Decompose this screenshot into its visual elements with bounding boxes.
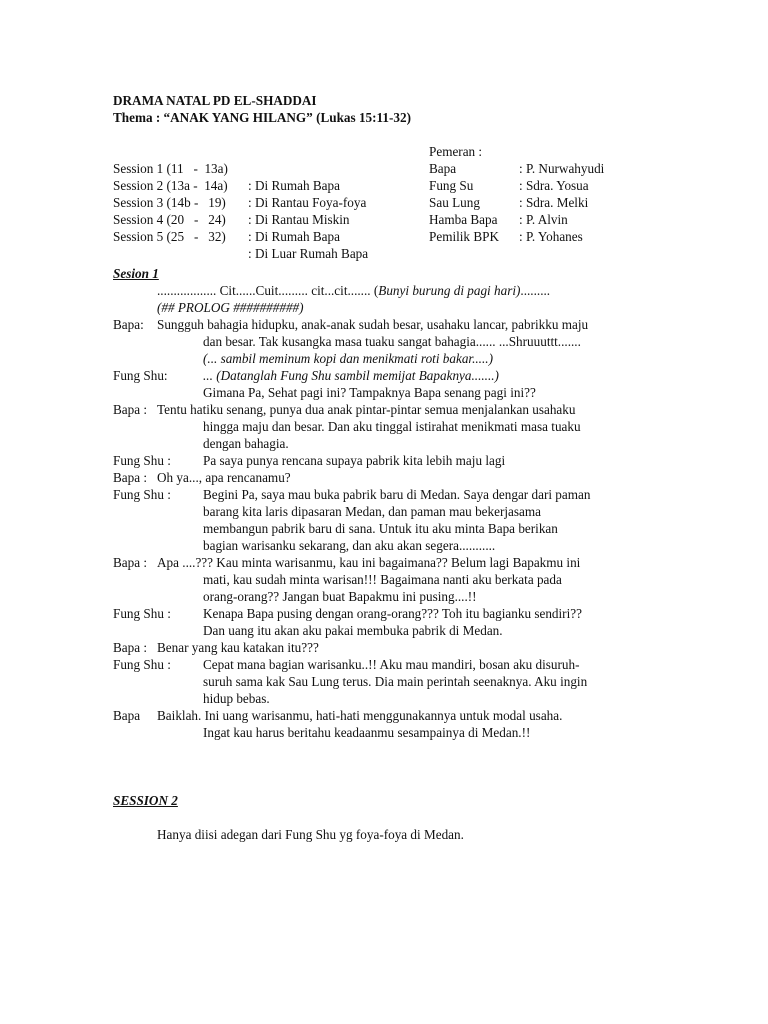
dialogue-text: Dan uang itu akan aku pakai membuka pabrik di Medan. [203, 623, 503, 638]
dialogue-line [113, 537, 673, 554]
dialogue-line [113, 520, 673, 537]
dialogue-line [113, 503, 673, 520]
dialogue-line [113, 333, 673, 350]
document-page [113, 92, 673, 843]
session1-intro [113, 282, 673, 299]
drama-theme: Thema : “ANAK YANG HILANG” (Lukas 15:11-32) [113, 110, 411, 125]
spacer [113, 809, 673, 826]
speaker-name: Fung Shu : [113, 487, 171, 502]
dialogue-line [113, 367, 673, 384]
spacer [113, 741, 673, 758]
cast-actor: : P. Nurwahyudi [519, 161, 605, 176]
session-name: Session 5 (25 - 32) [113, 229, 226, 244]
dialogue-text: hidup bebas. [203, 691, 270, 706]
dialogue-text: bagian warisanku sekarang, dan aku akan segera........... [203, 538, 496, 553]
spacer [113, 758, 673, 775]
dialogue-line [113, 571, 673, 588]
dialogue-line [113, 401, 673, 418]
session-location: : Di Rumah Bapa [248, 178, 340, 193]
cast-actor: : P. Alvin [519, 212, 568, 227]
dialogue-text: orang-orang?? Jangan buat Bapakmu ini pusing....!! [203, 589, 477, 604]
speaker-name: Fung Shu : [113, 606, 171, 621]
session-location: : Di Rantau Miskin [248, 212, 350, 227]
dialogue-text: barang kita laris dipasaran Medan, dan paman mau bekerjasama [203, 504, 541, 519]
dialogue-text: Cepat mana bagian warisanku..!! Aku mau mandiri, bosan aku disuruh- [203, 657, 580, 672]
session2-text: Hanya diisi adegan dari Fung Shu yg foya-foya di Medan. [157, 827, 464, 842]
dialogue-line [113, 622, 673, 639]
dialogue-line [113, 435, 673, 452]
cast-header: Pemeran : [429, 144, 483, 159]
dialogue-line [113, 707, 673, 724]
intro-tail: ......... [520, 283, 551, 298]
dialogue [113, 316, 673, 741]
cast-role: Fung Su [429, 178, 474, 193]
dialogue-line [113, 469, 673, 486]
prolog-marker: (## PROLOG ##########) [157, 300, 304, 315]
intro-italic: Bunyi burung di pagi hari) [378, 283, 521, 298]
dialogue-text: Begini Pa, saya mau buka pabrik baru di Medan. Saya dengar dari paman [203, 487, 591, 502]
dialogue-line [113, 418, 673, 435]
dialogue-line [113, 316, 673, 333]
dialogue-text: Baiklah. Ini uang warisanmu, hati-hati menggunakannya untuk modal usaha. [157, 708, 563, 723]
cast-role: Pemilik BPK [429, 229, 499, 244]
cast-actor: : Sdra. Yosua [519, 178, 589, 193]
dialogue-text: Benar yang kau katakan itu??? [157, 640, 319, 655]
intro-text: .................. Cit......Cuit......... cit...cit....... ( [157, 283, 379, 298]
drama-title: DRAMA NATAL PD EL-SHADDAI [113, 93, 317, 108]
dialogue-text: dengan bahagia. [203, 436, 289, 451]
spacer [113, 248, 673, 265]
cast-actor: : Sdra. Melki [519, 195, 589, 210]
dialogue-line [113, 673, 673, 690]
session-location: : Di Rantau Foya-foya [248, 195, 367, 210]
speaker-name: Bapa: [113, 317, 144, 332]
dialogue-text: Sungguh bahagia hidupku, anak-anak sudah besar, usahaku lancar, pabrikku maju [157, 317, 589, 332]
dialogue-line [113, 452, 673, 469]
dialogue-text: mati, kau sudah minta warisan!!! Bagaimana nanti aku berkata pada [203, 572, 562, 587]
dialogue-text: Pa saya punya rencana supaya pabrik kita lebih maju lagi [203, 453, 506, 468]
cast-actor: : P. Yohanes [519, 229, 583, 244]
speaker-name: Fung Shu: [113, 368, 168, 383]
dialogue-line [113, 656, 673, 673]
dialogue-line [113, 350, 673, 367]
cast-role: Hamba Bapa [429, 212, 498, 227]
dialogue-line [113, 588, 673, 605]
dialogue-text: Apa ....??? Kau minta warisanmu, kau ini bagaimana?? Belum lagi Bapakmu ini [157, 555, 581, 570]
speaker-name: Bapa : [113, 555, 148, 570]
session-name: Session 2 (13a - 14a) [113, 178, 228, 193]
session-location: : Di Luar Rumah Bapa [248, 246, 369, 261]
dialogue-text: hingga maju dan besar. Dan aku tinggal istirahat menikmati masa tuaku [203, 419, 581, 434]
dialogue-text: dan besar. Tak kusangka masa tuaku sangat bahagia...... ...Shruuuttt....... [203, 334, 581, 349]
speaker-name: Bapa [113, 708, 141, 723]
dialogue-line [113, 554, 673, 571]
cast-role: Bapa [429, 161, 457, 176]
speaker-name: Bapa : [113, 402, 148, 417]
session1-heading: Sesion 1 [113, 266, 159, 281]
speaker-name: Bapa : [113, 640, 148, 655]
session2-heading: SESSION 2 [113, 793, 178, 808]
dialogue-text: ... (Datanglah Fung Shu sambil memijat Bapaknya.......) [203, 368, 499, 383]
speaker-name: Bapa : [113, 470, 148, 485]
cast-role: Sau Lung [429, 195, 480, 210]
dialogue-line [113, 724, 673, 741]
dialogue-text: membangun pabrik baru di sana. Untuk itu aku minta Bapa berikan [203, 521, 558, 536]
dialogue-line [113, 639, 673, 656]
dialogue-text: Oh ya..., apa rencanamu? [157, 470, 291, 485]
spacer [113, 775, 673, 792]
session-name: Session 4 (20 - 24) [113, 212, 226, 227]
dialogue-text: suruh sama kak Sau Lung terus. Dia main perintah seenaknya. Aku ingin [203, 674, 588, 689]
dialogue-text: Ingat kau harus beritahu keadaanmu sesampainya di Medan.!! [203, 725, 531, 740]
dialogue-line [113, 690, 673, 707]
session-name: Session 1 (11 - 13a) [113, 161, 228, 176]
dialogue-line [113, 605, 673, 622]
session-and-cast-table [113, 143, 673, 261]
speaker-name: Fung Shu : [113, 657, 171, 672]
session-name: Session 3 (14b - 19) [113, 195, 226, 210]
dialogue-text: Kenapa Bapa pusing dengan orang-orang??? Toh itu bagianku sendiri?? [203, 606, 582, 621]
dialogue-line [113, 486, 673, 503]
dialogue-text: (... sambil meminum kopi dan menikmati roti bakar.....) [203, 351, 493, 366]
session-location: : Di Rumah Bapa [248, 229, 340, 244]
dialogue-line [113, 384, 673, 401]
dialogue-text: Gimana Pa, Sehat pagi ini? Tampaknya Bapa senang pagi ini?? [203, 385, 536, 400]
dialogue-text: Tentu hatiku senang, punya dua anak pintar-pintar semua menjalankan usahaku [157, 402, 576, 417]
speaker-name: Fung Shu : [113, 453, 171, 468]
